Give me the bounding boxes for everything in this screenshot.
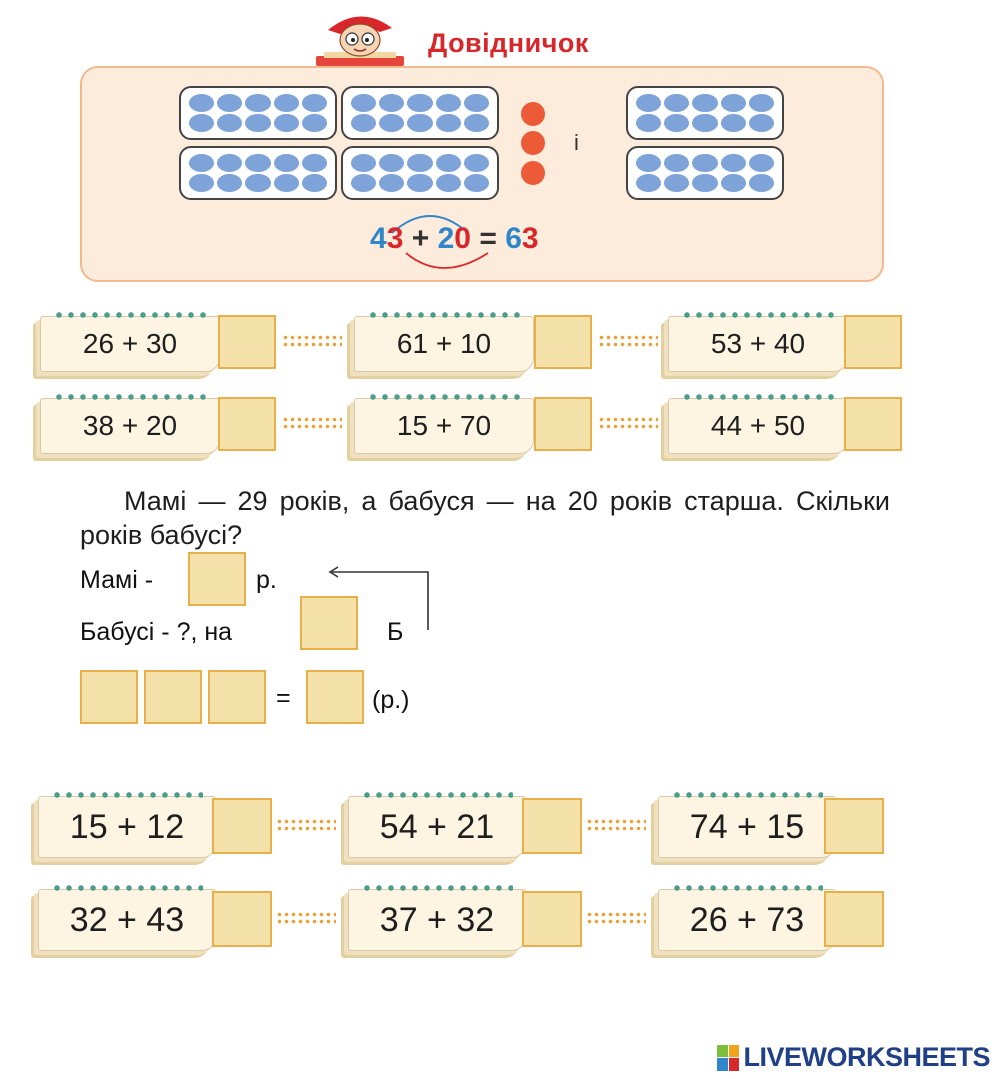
calendar-rings-icon: [671, 790, 823, 800]
calendar-rings-icon: [367, 392, 521, 402]
answer-input[interactable]: [534, 315, 592, 369]
blue-dot: [721, 114, 746, 132]
blue-dot: [636, 154, 661, 172]
calendar-pad: [38, 796, 216, 858]
blue-dot: [664, 174, 689, 192]
addition-expression: 37 + 32: [379, 900, 495, 939]
answer-input[interactable]: [212, 798, 272, 854]
calendar-rings-icon: [51, 883, 203, 893]
liveworksheets-icon: [717, 1045, 739, 1071]
addition-expression: 74 + 15: [689, 807, 805, 846]
expression-input-1[interactable]: [80, 670, 138, 724]
calendar-rings-icon: [361, 883, 513, 893]
blue-dot: [636, 94, 661, 112]
reference-title: Довідничок: [428, 28, 589, 58]
blue-dot: [302, 114, 327, 132]
ten-dot-tray: [341, 86, 499, 140]
blue-dot: [692, 174, 717, 192]
answer-input[interactable]: [844, 315, 902, 369]
calendar-rings-icon: [367, 310, 521, 320]
calendar-pad: [668, 398, 848, 454]
calendar-rings-icon: [361, 790, 513, 800]
eq-a-units: 3: [386, 222, 404, 255]
blue-dot: [274, 154, 299, 172]
calendar-rings-icon: [671, 883, 823, 893]
answer-input[interactable]: [824, 798, 884, 854]
addition-expression: 26 + 73: [689, 900, 805, 939]
blue-dot: [749, 94, 774, 112]
blue-dot: [436, 174, 461, 192]
grandma-label: Бабусі - ?, на: [80, 618, 233, 646]
eq-b-units: 0: [454, 222, 471, 255]
blue-dot: [436, 154, 461, 172]
blue-dot: [464, 94, 489, 112]
red-unit-dot: [521, 102, 545, 126]
blue-dot: [189, 94, 214, 112]
calendar-pad: [354, 316, 534, 372]
eq-a-tens: 4: [370, 222, 387, 255]
dotted-connector: [276, 818, 336, 832]
calendar-pad: [348, 889, 526, 951]
blue-dot: [351, 174, 376, 192]
blue-dot: [351, 114, 376, 132]
ten-dot-tray: [626, 146, 784, 200]
result-input[interactable]: [306, 670, 364, 724]
blue-dot: [749, 154, 774, 172]
reference-equation: [370, 222, 539, 256]
dotted-connector: [282, 416, 342, 430]
blue-dot: [636, 174, 661, 192]
blue-dot: [245, 94, 270, 112]
blue-dot: [436, 114, 461, 132]
dotted-connector: [586, 818, 646, 832]
expression-input-3[interactable]: [208, 670, 266, 724]
ten-dot-tray: [179, 86, 337, 140]
blue-dot: [407, 94, 432, 112]
calendar-pad: [668, 316, 848, 372]
blue-dot: [379, 114, 404, 132]
mom-age-input[interactable]: [188, 552, 246, 606]
dotted-connector: [598, 416, 658, 430]
blue-dot: [245, 154, 270, 172]
ten-dot-tray: [626, 86, 784, 140]
blue-dot: [407, 174, 432, 192]
blue-dot: [274, 114, 299, 132]
and-word: і: [574, 130, 579, 155]
blue-dot: [379, 94, 404, 112]
mascot-logo-icon: [310, 8, 410, 70]
blue-dot: [664, 94, 689, 112]
addition-expression: 32 + 43: [69, 900, 185, 939]
calendar-pad: [38, 889, 216, 951]
calendar-rings-icon: [51, 790, 203, 800]
addition-expression: 53 + 40: [710, 328, 806, 359]
liveworksheets-brand: LIVEWORKSHEETS: [743, 1042, 990, 1072]
dotted-connector: [282, 334, 342, 348]
answer-input[interactable]: [522, 891, 582, 947]
blue-dot: [217, 114, 242, 132]
blue-dot: [749, 114, 774, 132]
blue-dot: [274, 94, 299, 112]
ten-dot-tray: [179, 146, 337, 200]
blue-dot: [692, 154, 717, 172]
blue-dot: [436, 94, 461, 112]
blue-dot: [302, 174, 327, 192]
calendar-rings-icon: [53, 392, 207, 402]
blue-dot: [721, 94, 746, 112]
blue-dot: [302, 94, 327, 112]
addition-expression: 54 + 21: [379, 807, 495, 846]
addition-expression: 61 + 10: [396, 328, 492, 359]
eq-r-tens: 6: [505, 222, 522, 255]
word-problem-text: Мамі — 29 років, а бабуся — на 20 років старша. Скільки років бабусі?: [80, 486, 890, 550]
difference-input[interactable]: [300, 596, 358, 650]
blue-dot: [217, 94, 242, 112]
mom-label: Мамі -: [80, 566, 154, 594]
blue-dot: [407, 114, 432, 132]
answer-input[interactable]: [522, 798, 582, 854]
blue-dot: [217, 174, 242, 192]
blue-dot: [721, 174, 746, 192]
calendar-rings-icon: [53, 310, 207, 320]
dotted-connector: [586, 911, 646, 925]
blue-dot: [749, 174, 774, 192]
addition-expression: 44 + 50: [710, 410, 806, 441]
blue-dot: [379, 174, 404, 192]
addition-expression: 38 + 20: [82, 410, 178, 441]
blue-dot: [302, 154, 327, 172]
blue-dot: [189, 154, 214, 172]
mom-unit: р.: [256, 566, 277, 594]
blue-dot: [464, 114, 489, 132]
expression-input-2[interactable]: [144, 670, 202, 724]
answer-input[interactable]: [218, 315, 276, 369]
blue-dot: [721, 154, 746, 172]
blue-dot: [464, 174, 489, 192]
red-unit-dot: [521, 131, 545, 155]
equals-sign: =: [276, 684, 291, 712]
blue-dot: [692, 114, 717, 132]
ten-dot-tray: [341, 146, 499, 200]
calendar-pad: [40, 398, 220, 454]
blue-dot: [274, 174, 299, 192]
calendar-rings-icon: [681, 392, 835, 402]
blue-dot: [636, 114, 661, 132]
blue-dot: [351, 94, 376, 112]
answer-input[interactable]: [534, 397, 592, 451]
blue-dot: [189, 174, 214, 192]
eq-b-tens: 2: [437, 222, 455, 255]
result-unit: (р.): [372, 686, 410, 714]
answer-input[interactable]: [212, 891, 272, 947]
calendar-pad: [354, 398, 534, 454]
grandma-letter: Б: [387, 618, 404, 646]
answer-input[interactable]: [844, 397, 902, 451]
addition-expression: 15 + 12: [69, 807, 185, 846]
dotted-connector: [598, 334, 658, 348]
liveworksheets-logo: [717, 1042, 990, 1073]
calendar-rings-icon: [681, 310, 835, 320]
blue-dot: [351, 154, 376, 172]
blue-dot: [379, 154, 404, 172]
answer-input[interactable]: [218, 397, 276, 451]
eq-plus: +: [411, 222, 430, 255]
eq-equals: =: [479, 222, 497, 255]
addition-expression: 26 + 30: [82, 328, 178, 359]
blue-dot: [664, 114, 689, 132]
dotted-connector: [276, 911, 336, 925]
answer-input[interactable]: [824, 891, 884, 947]
calendar-pad: [348, 796, 526, 858]
addition-expression: 15 + 70: [396, 410, 492, 441]
blue-dot: [245, 174, 270, 192]
calendar-pad: [40, 316, 220, 372]
blue-dot: [189, 114, 214, 132]
blue-dot: [217, 154, 242, 172]
calendar-pad: [658, 796, 836, 858]
blue-dot: [245, 114, 270, 132]
blue-dot: [664, 154, 689, 172]
blue-dot: [692, 94, 717, 112]
red-unit-dot: [521, 161, 545, 185]
blue-dot: [464, 154, 489, 172]
blue-dot: [407, 154, 432, 172]
calendar-pad: [658, 889, 836, 951]
eq-r-units: 3: [521, 222, 539, 255]
